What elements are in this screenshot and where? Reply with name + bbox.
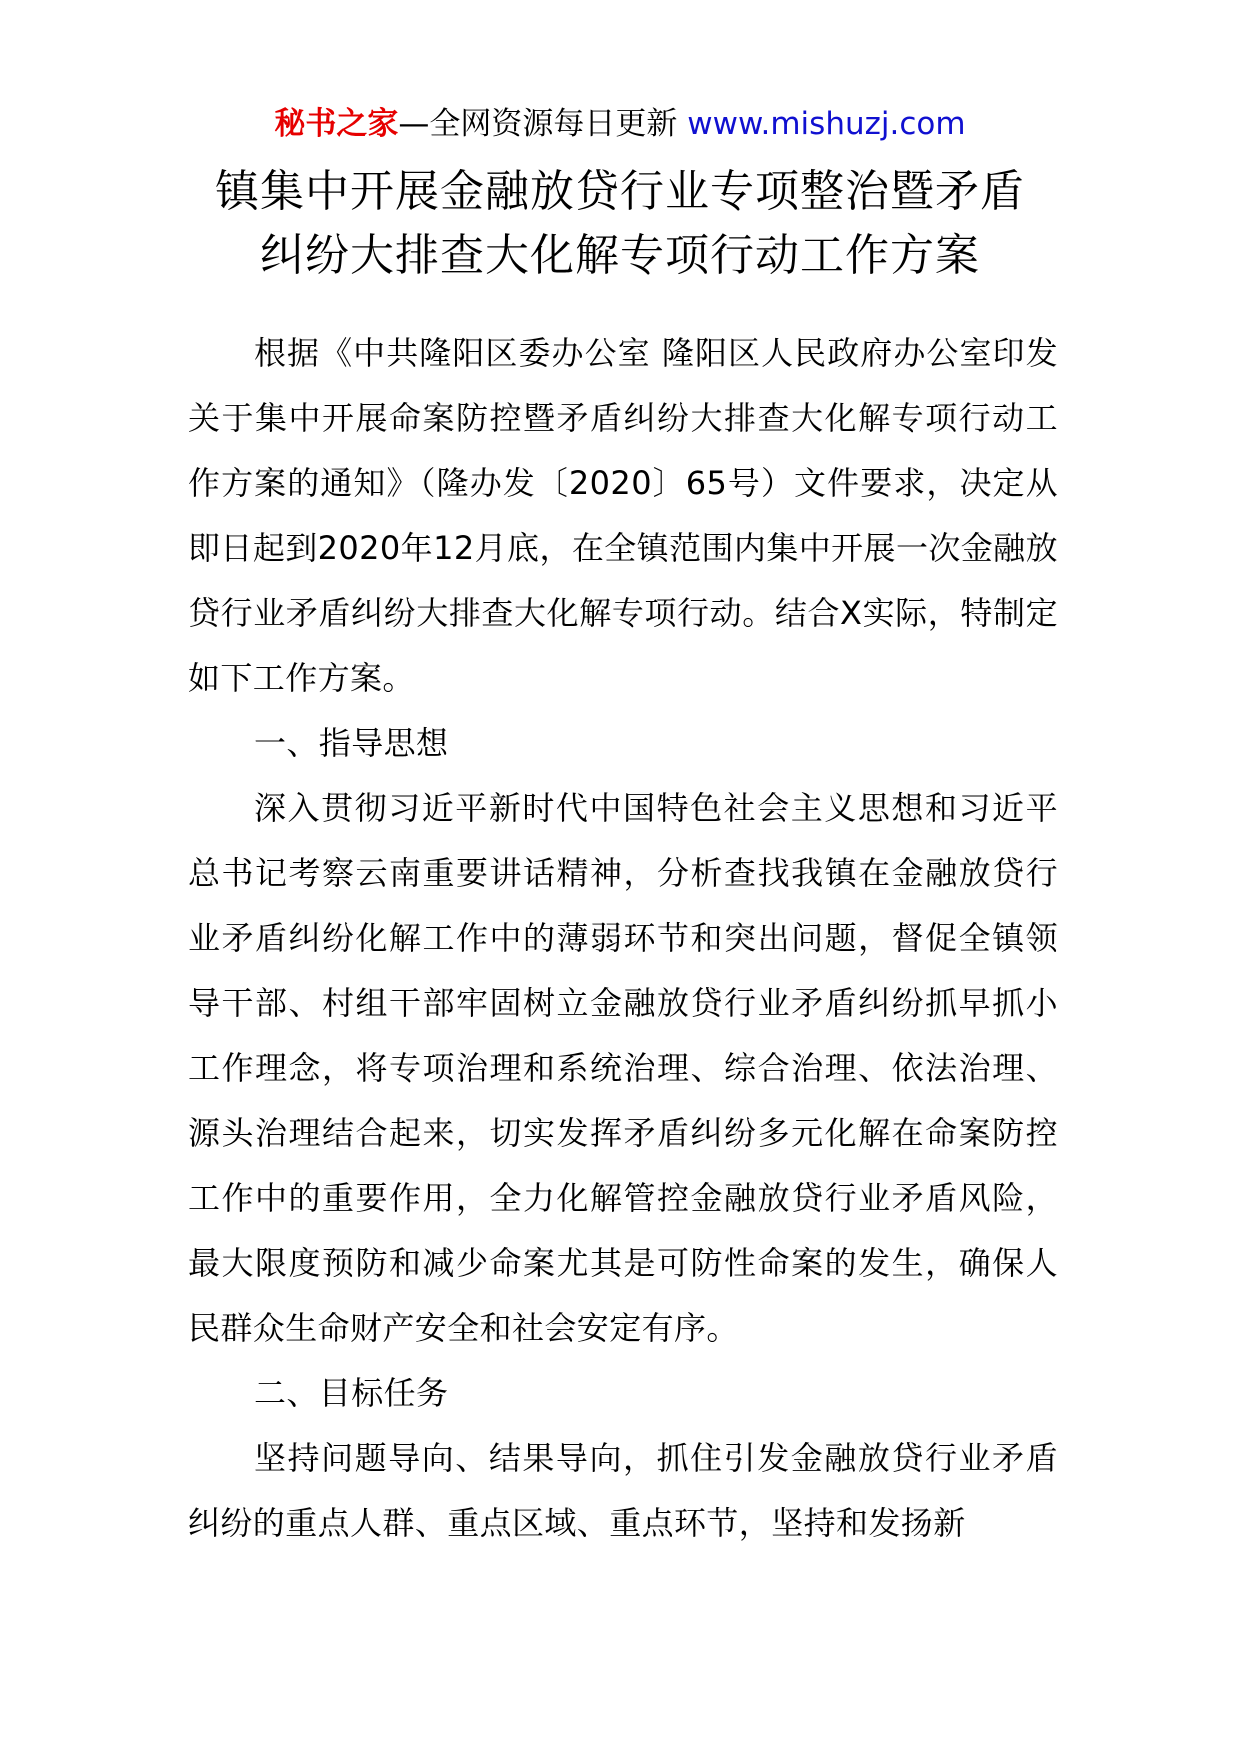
title-line-1: 镇集中开展金融放贷行业专项整治暨矛盾 [215, 166, 1025, 217]
section-1-heading: 一、指导思想 [254, 724, 449, 762]
brand-name: 秘书之家 [274, 106, 399, 142]
title-line-2: 纠纷大排查大化解专项行动工作方案 [260, 230, 980, 281]
site-url-link[interactable]: www.mishuzj.com [687, 106, 966, 142]
intro-paragraph: 根据《中共隆阳区委办公室 隆阳区人民政府办公室印发关于集中开展命案防控暨矛盾纠纷大排查大化解专项行动工作方案的通知》（隆办发〔2020〕65号）文件要求，决定从即日起到2020年12月底，在全镇范围内集中开展一次金融放贷行业矛盾纠纷大排查大化解专项行动。结合X实际，特制定如下工作方案。 [188, 334, 1058, 697]
document-body [188, 321, 1058, 1556]
section-2-paragraph: 坚持问题导向、结果导向，抓住引发金融放贷行业矛盾纠纷的重点人群、重点区域、重点环节，坚持和发扬新 [188, 1439, 1058, 1542]
section-2-heading: 二、目标任务 [254, 1374, 449, 1412]
watermark-header [0, 102, 1240, 146]
document-title [150, 160, 1090, 288]
header-slogan: —全网资源每日更新 [398, 106, 678, 142]
section-1-paragraph: 深入贯彻习近平新时代中国特色社会主义思想和习近平总书记考察云南重要讲话精神，分析查找我镇在金融放贷行业矛盾纠纷化解工作中的薄弱环节和突出问题，督促全镇领导干部、村组干部牢固树立金融放贷行业矛盾纠纷抓早抓小工作理念，将专项治理和系统治理、综合治理、依法治理、源头治理结合起来，切实发挥矛盾纠纷多元化解在命案防控工作中的重要作用，全力化解管控金融放贷行业矛盾风险，最大限度预防和减少命案尤其是可防性命案的发生，确保人民群众生命财产安全和社会安定有序。 [188, 789, 1058, 1347]
